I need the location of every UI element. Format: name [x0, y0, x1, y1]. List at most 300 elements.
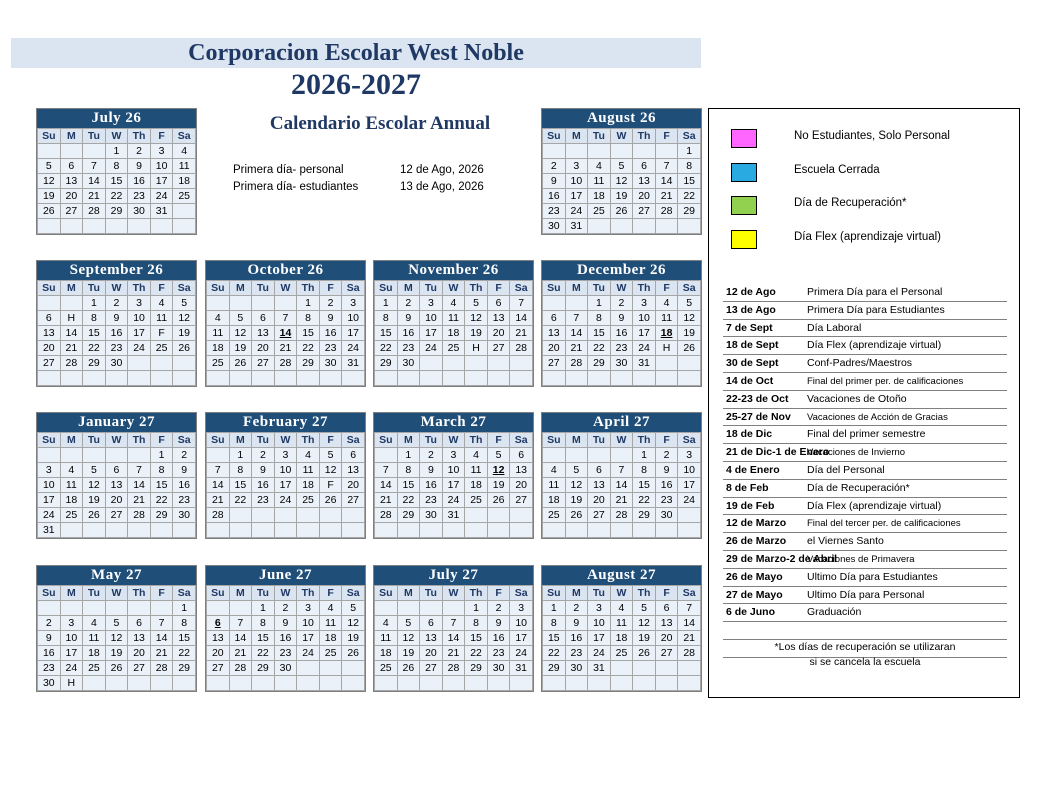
day-number: 11 — [593, 175, 605, 187]
day-number: H — [472, 342, 480, 354]
day-cell-empty — [565, 448, 588, 463]
day-number: 6 — [68, 160, 75, 172]
day-cell-empty — [342, 523, 365, 538]
week-row — [38, 508, 196, 523]
day-cell — [420, 661, 443, 676]
month-title: June 27 — [206, 566, 365, 585]
day-cell — [297, 601, 320, 616]
week-row — [207, 478, 365, 493]
weekday-header: Sa — [510, 586, 533, 601]
day-cell — [319, 463, 342, 478]
day-cell-empty — [274, 523, 297, 538]
important-date-description: Día de Recuperación* — [807, 481, 910, 494]
day-number: 25 — [155, 342, 168, 354]
weekday-header: F — [150, 129, 173, 144]
day-number: 25 — [324, 647, 337, 659]
important-date-row — [723, 480, 1007, 498]
day-number: 16 — [324, 327, 337, 339]
important-date-label: 26 de Marzo — [726, 535, 787, 548]
day-number: 21 — [615, 494, 628, 506]
day-cell — [173, 159, 196, 174]
day-number: 8 — [405, 464, 412, 476]
weekday-header: W — [442, 433, 465, 448]
day-cell — [543, 326, 566, 341]
day-cell — [420, 341, 443, 356]
day-number: 22 — [470, 647, 482, 659]
day-cell — [588, 661, 611, 676]
day-number: 12 — [110, 632, 123, 644]
day-cell — [633, 174, 656, 189]
day-number: 17 — [155, 175, 168, 187]
week-row — [543, 661, 701, 676]
day-number: 24 — [683, 494, 696, 506]
day-number: 22 — [234, 494, 247, 506]
day-cell — [60, 463, 83, 478]
week-row — [543, 356, 701, 371]
day-cell-empty — [150, 371, 173, 386]
day-cell-empty — [229, 676, 252, 691]
week-row — [207, 631, 365, 646]
day-cell-empty — [510, 371, 533, 386]
day-number: 22 — [593, 342, 605, 354]
day-cell-empty — [105, 371, 128, 386]
day-number: 21 — [211, 494, 224, 506]
day-number: 21 — [660, 190, 673, 202]
weekday-header: Sa — [510, 433, 533, 448]
day-number: 7 — [663, 160, 670, 172]
day-cell — [678, 159, 701, 174]
day-cell — [487, 646, 510, 661]
day-cell-empty — [487, 523, 510, 538]
day-cell — [565, 508, 588, 523]
day-cell — [442, 631, 465, 646]
day-number: 18 — [211, 342, 224, 354]
day-cell — [60, 676, 83, 691]
day-cell — [319, 493, 342, 508]
day-cell — [655, 463, 678, 478]
week-row — [375, 341, 533, 356]
day-number: 15 — [379, 327, 392, 339]
weekday-header: M — [60, 281, 83, 296]
day-cell-empty — [207, 448, 230, 463]
weekday-header: Th — [128, 433, 151, 448]
day-cell — [487, 326, 510, 341]
legend-color-swatch — [731, 196, 757, 215]
day-number: 19 — [638, 632, 650, 644]
month-block — [373, 260, 534, 387]
day-cell-empty — [465, 676, 488, 691]
weekday-header: M — [229, 281, 252, 296]
day-number: 29 — [379, 357, 392, 369]
day-cell — [678, 296, 701, 311]
important-date-description: Día Laboral — [807, 321, 862, 334]
weekday-header: Su — [543, 281, 566, 296]
day-cell-empty — [252, 508, 275, 523]
day-cell — [397, 296, 420, 311]
day-cell — [565, 661, 588, 676]
day-cell — [375, 661, 398, 676]
important-date-label: 4 de Enero — [726, 463, 780, 476]
week-row — [543, 676, 701, 691]
important-date-row — [723, 302, 1007, 320]
day-cell — [610, 601, 633, 616]
day-cell — [510, 341, 533, 356]
weekday-header: M — [60, 433, 83, 448]
day-number: 22 — [257, 647, 269, 659]
day-cell-empty — [397, 371, 420, 386]
week-row — [543, 159, 701, 174]
day-cell — [105, 144, 128, 159]
day-cell — [420, 493, 443, 508]
day-number: 5 — [90, 464, 97, 476]
day-cell — [173, 463, 196, 478]
day-cell — [442, 646, 465, 661]
weekday-header: M — [565, 129, 588, 144]
week-row — [207, 371, 365, 386]
day-number: 3 — [641, 297, 647, 309]
day-number: 27 — [425, 662, 437, 674]
day-number: 9 — [136, 160, 142, 172]
day-cell — [678, 493, 701, 508]
week-row — [543, 174, 701, 189]
week-row — [207, 523, 365, 538]
day-cell-empty — [375, 601, 398, 616]
day-cell — [678, 174, 701, 189]
day-cell — [565, 159, 588, 174]
day-number: 31 — [638, 357, 650, 369]
day-cell — [655, 159, 678, 174]
day-cell — [274, 616, 297, 631]
day-number: 5 — [495, 449, 502, 461]
legend-color-swatch — [731, 230, 757, 249]
week-row — [375, 616, 533, 631]
day-number: 26 — [615, 205, 628, 217]
day-number: 12 — [347, 617, 360, 629]
day-number: 19 — [42, 190, 55, 202]
day-cell — [678, 189, 701, 204]
day-cell — [60, 478, 83, 493]
day-cell-empty — [207, 523, 230, 538]
day-cell-empty — [252, 296, 275, 311]
important-date-label: 7 de Sept — [726, 321, 773, 334]
day-number: 31 — [515, 662, 528, 674]
week-row — [375, 356, 533, 371]
day-cell-empty — [678, 371, 701, 386]
day-cell — [297, 493, 320, 508]
day-number: 17 — [515, 632, 528, 644]
day-cell-empty — [297, 508, 320, 523]
day-cell-empty — [150, 601, 173, 616]
day-cell — [83, 159, 106, 174]
day-cell — [610, 478, 633, 493]
day-number: 28 — [515, 342, 528, 354]
day-cell-empty — [38, 601, 61, 616]
day-number: 26 — [402, 662, 415, 674]
day-number: 26 — [110, 662, 123, 674]
important-date-label: 22-23 de Oct — [726, 392, 789, 405]
day-cell — [588, 601, 611, 616]
day-cell — [229, 463, 252, 478]
day-cell-empty — [207, 371, 230, 386]
day-cell-empty — [38, 144, 61, 159]
week-row — [38, 493, 196, 508]
day-number: 17 — [279, 479, 292, 491]
weekday-header: Su — [38, 433, 61, 448]
day-number: 7 — [136, 464, 142, 476]
day-cell-empty — [655, 356, 678, 371]
day-cell — [655, 616, 678, 631]
day-cell — [150, 326, 173, 341]
day-cell — [128, 174, 151, 189]
day-number: 14 — [570, 327, 583, 339]
day-number: 14 — [133, 479, 145, 491]
day-cell — [633, 326, 656, 341]
day-cell — [543, 219, 566, 234]
legend-note-line2: si se cancela la escuela — [809, 656, 921, 668]
weekday-header: F — [655, 129, 678, 144]
day-cell-empty — [610, 676, 633, 691]
day-cell — [543, 189, 566, 204]
day-cell — [297, 326, 320, 341]
day-number: 29 — [547, 662, 560, 674]
day-number: 3 — [68, 617, 75, 629]
day-cell-empty — [173, 356, 196, 371]
weekday-header: M — [565, 281, 588, 296]
day-cell-empty — [588, 676, 611, 691]
day-cell — [420, 616, 443, 631]
month-table — [37, 280, 196, 386]
week-row — [207, 356, 365, 371]
day-cell — [173, 144, 196, 159]
day-cell-empty — [633, 144, 656, 159]
day-cell-empty — [633, 371, 656, 386]
day-number: 14 — [683, 617, 696, 629]
day-cell-empty — [655, 144, 678, 159]
day-number: 19 — [178, 327, 191, 339]
day-number: 3 — [686, 449, 693, 461]
day-number: 30 — [547, 220, 560, 232]
day-number: 9 — [181, 464, 188, 476]
day-cell — [465, 341, 488, 356]
first-day-students-label: Primera día- estudiantes — [233, 181, 359, 193]
day-cell — [105, 174, 128, 189]
day-number: 5 — [641, 602, 647, 614]
important-date-row — [723, 498, 1007, 516]
day-cell-empty — [150, 356, 173, 371]
day-number: 16 — [660, 479, 673, 491]
day-cell-empty — [274, 371, 297, 386]
day-cell — [252, 463, 275, 478]
day-number: 22 — [402, 494, 415, 506]
week-row — [543, 508, 701, 523]
weekday-header: W — [274, 433, 297, 448]
month-title: May 27 — [37, 566, 196, 585]
day-cell — [60, 174, 83, 189]
weekday-header: M — [229, 433, 252, 448]
day-number: 31 — [593, 662, 605, 674]
day-cell-empty — [128, 523, 151, 538]
day-cell — [375, 326, 398, 341]
day-cell — [128, 463, 151, 478]
weekday-header: W — [610, 433, 633, 448]
day-number: 23 — [402, 342, 415, 354]
day-cell — [60, 159, 83, 174]
day-cell — [655, 204, 678, 219]
day-number: 12 — [324, 464, 337, 476]
week-row — [375, 601, 533, 616]
day-number: 16 — [133, 175, 145, 187]
weekday-header: Sa — [342, 433, 365, 448]
week-row — [38, 296, 196, 311]
day-cell-empty — [397, 601, 420, 616]
day-cell — [543, 204, 566, 219]
day-cell — [38, 646, 61, 661]
day-cell — [610, 463, 633, 478]
day-cell-empty — [128, 371, 151, 386]
important-date-description: Conf-Padres/Maestros — [807, 357, 913, 370]
day-cell-empty — [610, 523, 633, 538]
day-number: H — [662, 342, 671, 354]
day-number: 19 — [110, 647, 123, 659]
day-cell — [565, 326, 588, 341]
day-number: 17 — [42, 494, 55, 506]
day-cell — [487, 661, 510, 676]
day-cell — [565, 493, 588, 508]
day-cell — [633, 311, 656, 326]
day-number: 2 — [181, 449, 188, 461]
day-number: 1 — [158, 449, 165, 461]
day-cell — [487, 631, 510, 646]
day-cell-empty — [128, 219, 151, 234]
day-number: 9 — [113, 312, 120, 324]
day-cell — [83, 204, 106, 219]
day-cell — [588, 174, 611, 189]
day-number: 13 — [211, 632, 224, 644]
weekday-header: Sa — [173, 433, 196, 448]
day-number: 7 — [282, 312, 289, 324]
day-cell — [510, 646, 533, 661]
day-cell — [274, 601, 297, 616]
day-cell — [543, 646, 566, 661]
day-number: 7 — [686, 602, 693, 614]
day-cell — [173, 661, 196, 676]
day-number: 24 — [515, 647, 528, 659]
day-number: 17 — [65, 647, 78, 659]
important-date-description: el Viernes Santo — [807, 535, 884, 548]
day-number: 10 — [133, 312, 145, 324]
day-number: 26 — [570, 509, 583, 521]
weekday-header: W — [610, 586, 633, 601]
day-number: 7 — [382, 464, 389, 476]
day-number: 28 — [211, 509, 224, 521]
day-cell — [38, 676, 61, 691]
weekday-header: Tu — [252, 586, 275, 601]
day-cell-empty — [60, 448, 83, 463]
day-cell — [510, 493, 533, 508]
weekday-header: M — [60, 586, 83, 601]
day-number: F — [158, 327, 165, 339]
day-number: 16 — [42, 647, 55, 659]
month-title: July 26 — [37, 109, 196, 128]
day-cell — [128, 616, 151, 631]
month-title: February 27 — [206, 413, 365, 432]
day-cell — [397, 493, 420, 508]
day-number: 6 — [663, 602, 670, 614]
day-number: 28 — [570, 357, 583, 369]
first-day-students-value: 13 de Ago, 2026 — [400, 181, 484, 193]
day-cell-empty — [252, 523, 275, 538]
day-cell-empty — [297, 676, 320, 691]
day-cell — [319, 646, 342, 661]
day-number: 28 — [155, 662, 168, 674]
weekday-header: F — [319, 281, 342, 296]
day-number: 15 — [470, 632, 482, 644]
weekday-header: Tu — [588, 433, 611, 448]
day-cell — [375, 631, 398, 646]
day-number: 11 — [88, 632, 100, 644]
day-cell — [678, 144, 701, 159]
day-cell — [655, 448, 678, 463]
day-number: 11 — [302, 464, 314, 476]
day-cell — [487, 448, 510, 463]
weekday-header: Sa — [342, 281, 365, 296]
day-cell — [297, 448, 320, 463]
day-cell-empty — [678, 676, 701, 691]
weekday-header: F — [150, 433, 173, 448]
day-number: 3 — [427, 297, 434, 309]
day-cell — [60, 326, 83, 341]
day-number: 10 — [683, 464, 696, 476]
week-row — [543, 493, 701, 508]
day-cell-empty — [83, 371, 106, 386]
day-number: 21 — [133, 494, 145, 506]
day-number: 21 — [447, 647, 460, 659]
week-row — [543, 601, 701, 616]
day-number: 26 — [178, 342, 191, 354]
month-block — [373, 412, 534, 539]
day-cell — [375, 311, 398, 326]
day-cell — [633, 356, 656, 371]
day-cell — [60, 631, 83, 646]
day-cell — [510, 463, 533, 478]
important-date-label: 26 de Mayo — [726, 570, 783, 583]
day-cell — [588, 356, 611, 371]
day-cell — [588, 341, 611, 356]
legend-swatch-label: No Estudiantes, Solo Personal — [794, 130, 950, 142]
weekday-header: Sa — [510, 281, 533, 296]
day-cell — [655, 478, 678, 493]
day-cell — [487, 616, 510, 631]
day-number: 10 — [515, 617, 528, 629]
day-number: 18 — [660, 327, 673, 339]
day-cell — [588, 326, 611, 341]
important-date-row — [723, 391, 1007, 409]
day-number: 27 — [492, 342, 505, 354]
day-cell-empty — [633, 676, 656, 691]
important-date-label: 21 de Dic-1 de Enero — [726, 446, 830, 459]
day-number: 19 — [347, 632, 360, 644]
day-number: 6 — [495, 297, 502, 309]
month-table — [374, 432, 533, 538]
day-number: 13 — [42, 327, 55, 339]
day-cell-empty — [38, 296, 61, 311]
day-cell-empty — [375, 371, 398, 386]
weekday-header: Tu — [420, 281, 443, 296]
day-cell — [128, 493, 151, 508]
day-cell — [588, 189, 611, 204]
day-number: 20 — [65, 190, 78, 202]
day-cell — [465, 448, 488, 463]
